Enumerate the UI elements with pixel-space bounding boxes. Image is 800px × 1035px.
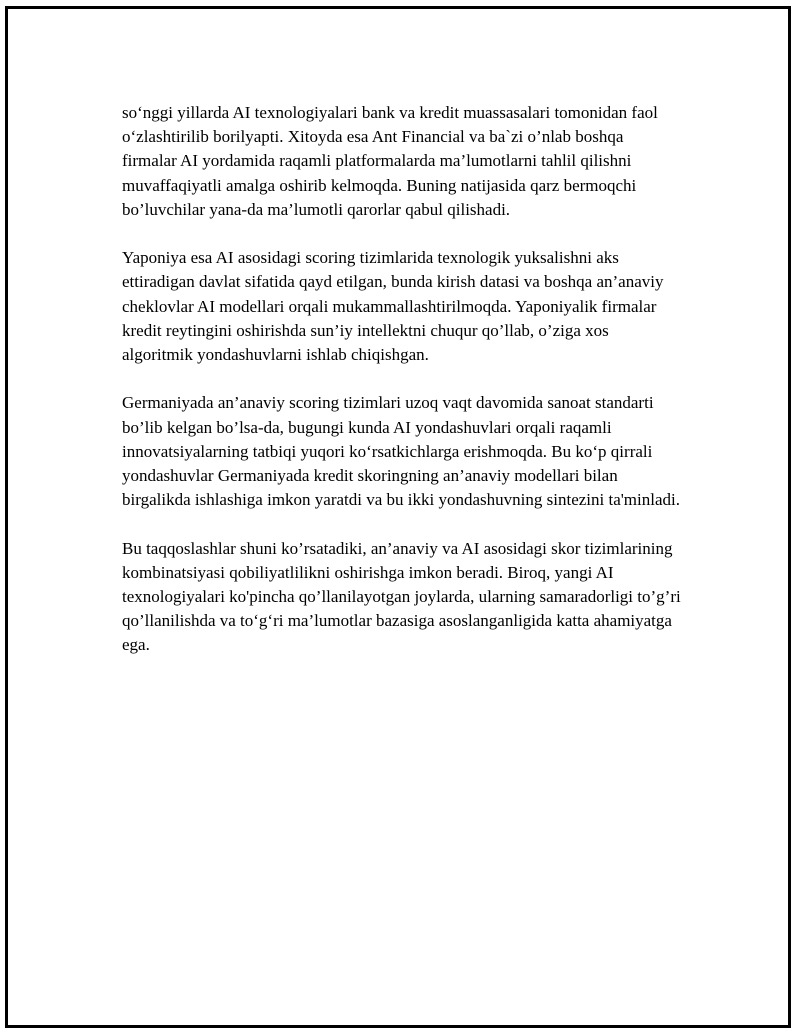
- paragraph-3: Germaniyada an’anaviy scoring tizimlari uzoq vaqt davomida sanoat standarti bo’lib kelgan bo’lsa-da, bugungi kunda AI yondashuvlari orqali raqamli innovatsiyalarning tatbiqi yuqori ko‘rsatkichlarga erishmoqda. Bu ko‘p qirrali yondashuvlar Germaniyada kredit skoringning an’anaviy modellari bilan birgalikda ishlashiga imkon yaratdi va bu ikki yondashuvning sintezini ta'minladi.: [122, 393, 680, 510]
- paragraph-1: so‘nggi yillarda AI texnologiyalari bank va kredit muassasalari tomonidan faol o‘zlashtirilib borilyapti. Xitoyda esa Ant Financial va ba`zi o’nlab boshqa firmalar AI yordamida raqamli platformalarda ma’lumotlarni tahlil qilishni muvaffaqiyatli amalga oshirib kelmoqda. Buning natijasida qarz bermoqchi bo’luvchilar yana-da ma’lumotli qarorlar qabul qilishadi.: [122, 103, 658, 219]
- paragraph-4: Bu taqqoslashlar shuni ko’rsatadiki, an’anaviy va AI asosidagi skor tizimlarining kombinatsiyasi qobiliyatlilikni oshirishga imkon beradi. Biroq, yangi AI texnologiyalari ko'pincha qo’llanilayotgan joylarda, ularning samaradorligi to’g’ri qo’llanilishda va to‘g‘ri ma’lumotlar bazasiga asoslanganligida katta ahamiyatga ega.: [122, 538, 681, 655]
- paragraph-2: Yaponiya esa AI asosidagi scoring tizimlarida texnologik yuksalishni aks ettiradigan davlat sifatida qayd etilgan, bunda kirish datasi va boshqa an’anaviy cheklovlar AI modellari orqali mukammallashtirilmoqda. Yaponiyalik firmalar kredit reytingini oshirishda sun’iy intellektni chuqur qo’llab, o’ziga xos algoritmik yondashuvlarni ishlab chiqishgan.: [122, 248, 664, 365]
- document-body: [122, 101, 682, 682]
- document-page: [5, 6, 791, 1028]
